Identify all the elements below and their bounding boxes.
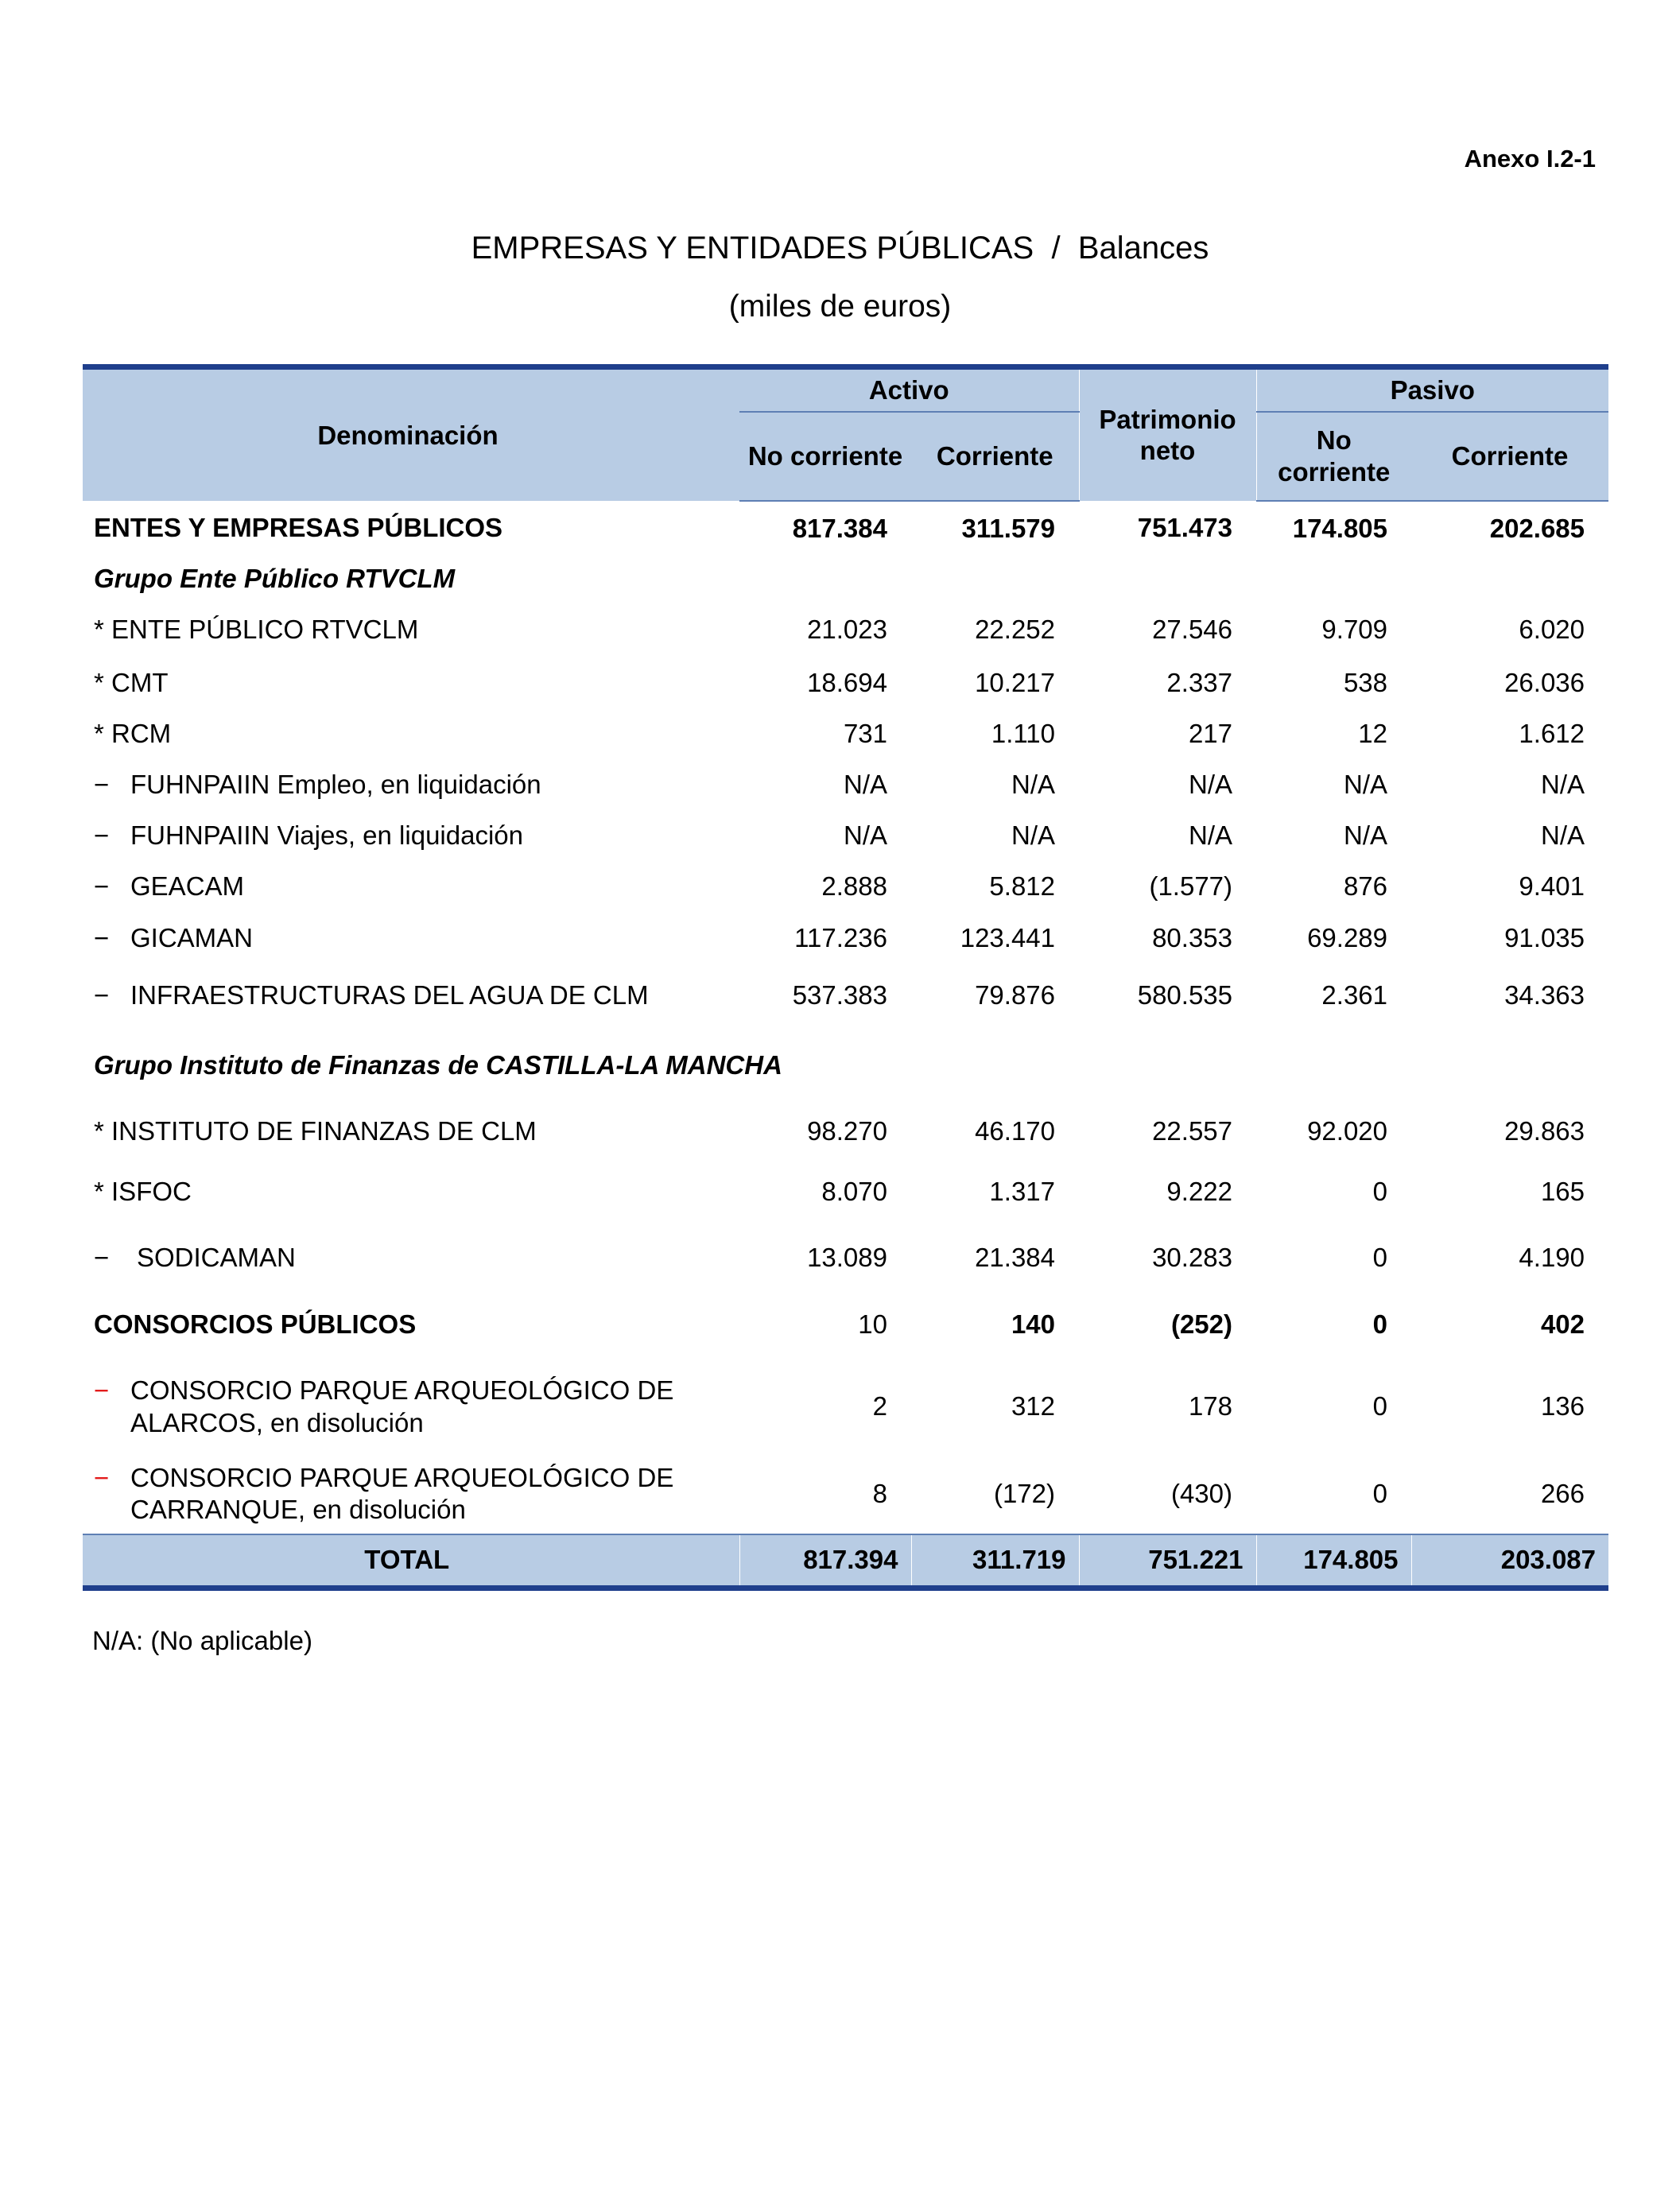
group-name: Grupo Ente Público RTVCLM — [94, 564, 456, 594]
row-name — [83, 913, 739, 965]
cell-pasivo-corriente: 29.863 — [1504, 1116, 1585, 1146]
cell-activo-no-corriente: 117.236 — [794, 923, 887, 953]
title-main: EMPRESAS Y ENTIDADES PÚBLICAS — [471, 231, 1034, 266]
cell-pasivo-corriente: 34.363 — [1504, 980, 1585, 1010]
row-prefix: * — [94, 615, 104, 645]
total-label: TOTAL — [83, 1534, 739, 1588]
cell-activo-no-corriente: 817.384 — [792, 513, 887, 543]
header-pasivo: Pasivo — [1256, 367, 1608, 412]
balances-table-container — [83, 364, 1608, 1591]
row-label: ENTE PÚBLICO RTVCLM — [111, 615, 419, 645]
row-prefix: − — [94, 770, 110, 800]
row-name — [83, 1359, 739, 1455]
cell-pasivo-no-corriente: N/A — [1344, 770, 1388, 800]
cell-pasivo-no-corriente: 538 — [1343, 668, 1388, 698]
row-name — [83, 862, 739, 913]
row-label: GEACAM — [130, 871, 245, 902]
cell-activo-no-corriente: 2.888 — [821, 871, 887, 902]
row-label: GICAMAN — [130, 923, 254, 953]
cell-pasivo-corriente: 402 — [1540, 1309, 1585, 1340]
header-pasivo-no-corriente: No corriente — [1256, 412, 1411, 501]
cell-pasivo-no-corriente: 69.289 — [1307, 923, 1388, 953]
table-row — [83, 709, 1608, 760]
cell-activo-corriente: (172) — [993, 1478, 1056, 1508]
row-name — [83, 965, 739, 1027]
cell-pasivo-no-corriente: N/A — [1344, 820, 1388, 851]
cell-pasivo-no-corriente: 9.709 — [1321, 615, 1388, 645]
row-label-line2: ALARCOS, en disolución — [130, 1407, 424, 1437]
cell-pasivo-corriente: 136 — [1540, 1391, 1585, 1422]
row-label: INFRAESTRUCTURAS DEL AGUA DE CLM — [130, 980, 649, 1010]
cell-pasivo-corriente: N/A — [1541, 820, 1585, 851]
row-name: CONSORCIOS PÚBLICOS — [94, 1309, 417, 1340]
cell-activo-corriente: 5.812 — [989, 871, 1056, 902]
row-name — [83, 658, 739, 709]
cell-patrimonio-neto: 178 — [1188, 1391, 1233, 1422]
cell-patrimonio-neto: 580.535 — [1137, 980, 1233, 1010]
cell-patrimonio-neto: (430) — [1170, 1478, 1233, 1508]
cell-activo-corriente: 1.317 — [989, 1177, 1056, 1207]
cell-activo-no-corriente: 10 — [858, 1309, 887, 1340]
table-header — [83, 367, 1608, 501]
table-row — [83, 862, 1608, 913]
cell-pasivo-no-corriente: 2.361 — [1321, 980, 1388, 1010]
table-row — [83, 811, 1608, 862]
cell-patrimonio-neto: (1.577) — [1149, 871, 1233, 902]
total-pasivo-no-corriente: 174.805 — [1256, 1534, 1411, 1588]
cell-activo-no-corriente: 8 — [872, 1478, 887, 1508]
row-label: SODICAMAN — [137, 1243, 296, 1273]
row-prefix: − — [94, 1375, 110, 1406]
row-name — [83, 1226, 739, 1291]
page-title — [0, 231, 1680, 266]
cell-activo-corriente: N/A — [1011, 770, 1056, 800]
cell-activo-no-corriente: N/A — [843, 770, 887, 800]
row-prefix: − — [94, 923, 110, 953]
cell-pasivo-no-corriente: 174.805 — [1292, 513, 1388, 543]
cell-activo-corriente: 46.170 — [975, 1116, 1056, 1146]
cell-activo-corriente: 312 — [1011, 1391, 1056, 1422]
row-prefix: − — [94, 1462, 110, 1492]
group-name: Grupo Instituto de Finanzas de CASTILLA-LA MANCHA — [94, 1050, 782, 1080]
cell-pasivo-corriente: 266 — [1540, 1478, 1585, 1508]
row-name: ENTES Y EMPRESAS PÚBLICOS — [94, 513, 503, 543]
row-label: FUHNPAIIN Empleo, en liquidación — [130, 770, 541, 800]
group-row — [83, 557, 1608, 603]
cell-patrimonio-neto: N/A — [1189, 770, 1233, 800]
table-body — [83, 501, 1608, 1588]
cell-patrimonio-neto: 751.473 — [1137, 513, 1233, 543]
cell-pasivo-corriente: 1.612 — [1519, 719, 1585, 749]
table-row — [83, 1105, 1608, 1159]
cell-activo-corriente: 22.252 — [975, 615, 1056, 645]
table-row — [83, 1359, 1608, 1455]
row-name — [83, 709, 739, 760]
group-row — [83, 1027, 1608, 1105]
table-row — [83, 1455, 1608, 1534]
cell-patrimonio-neto: 30.283 — [1152, 1243, 1233, 1273]
cell-pasivo-corriente: 6.020 — [1519, 615, 1585, 645]
total-activo-no-corriente: 817.394 — [739, 1534, 911, 1588]
cell-activo-no-corriente: 537.383 — [792, 980, 887, 1010]
cell-patrimonio-neto: (252) — [1170, 1309, 1233, 1340]
cell-patrimonio-neto: N/A — [1189, 820, 1233, 851]
row-label: ISFOC — [111, 1177, 192, 1207]
table-row — [83, 1226, 1608, 1291]
cell-pasivo-corriente: 202.685 — [1489, 513, 1585, 543]
group-row-empty — [1079, 1027, 1608, 1105]
row-name — [83, 1159, 739, 1226]
row-name — [83, 811, 739, 862]
header-activo: Activo — [739, 367, 1079, 412]
total-patrimonio-neto: 751.221 — [1079, 1534, 1256, 1588]
cell-patrimonio-neto: 217 — [1188, 719, 1233, 749]
cell-activo-corriente: 79.876 — [975, 980, 1056, 1010]
row-label: INSTITUTO DE FINANZAS DE CLM — [111, 1116, 537, 1146]
balances-table — [83, 364, 1608, 1591]
cell-activo-no-corriente: N/A — [843, 820, 887, 851]
table-row — [83, 658, 1608, 709]
total-pasivo-corriente: 203.087 — [1411, 1534, 1608, 1588]
row-prefix: * — [94, 1177, 104, 1207]
table-row — [83, 1291, 1608, 1359]
cell-pasivo-no-corriente: 0 — [1372, 1309, 1388, 1340]
cell-pasivo-no-corriente: 92.020 — [1307, 1116, 1388, 1146]
total-activo-corriente: 311.719 — [911, 1534, 1079, 1588]
cell-activo-corriente: 21.384 — [975, 1243, 1056, 1273]
cell-pasivo-corriente: 91.035 — [1504, 923, 1585, 953]
table-row — [83, 965, 1608, 1027]
row-name — [83, 1455, 739, 1534]
header-patrimonio-neto: Patrimonio neto — [1079, 367, 1256, 501]
title-suffix: Balances — [1077, 231, 1209, 266]
cell-activo-no-corriente: 21.023 — [807, 615, 887, 645]
cell-pasivo-corriente: 26.036 — [1504, 668, 1585, 698]
total-row — [83, 1534, 1608, 1588]
table-row — [83, 760, 1608, 811]
table-row — [83, 1159, 1608, 1226]
title-separator: / — [1051, 231, 1061, 266]
cell-activo-corriente: 140 — [1011, 1309, 1056, 1340]
cell-activo-corriente: 311.579 — [961, 513, 1056, 543]
header-activo-corriente: Corriente — [911, 412, 1079, 501]
cell-patrimonio-neto: 80.353 — [1152, 923, 1233, 953]
row-label-line1: CONSORCIO PARQUE ARQUEOLÓGICO DE — [130, 1462, 674, 1492]
cell-pasivo-corriente: N/A — [1541, 770, 1585, 800]
row-label-line2: CARRANQUE, en disolución — [130, 1495, 466, 1525]
row-name — [83, 1105, 739, 1159]
cell-pasivo-corriente: 165 — [1540, 1177, 1585, 1207]
row-prefix: − — [94, 871, 110, 902]
table-row — [83, 913, 1608, 965]
row-label: RCM — [111, 719, 172, 749]
cell-activo-no-corriente: 8.070 — [821, 1177, 887, 1207]
cell-patrimonio-neto: 9.222 — [1166, 1177, 1233, 1207]
row-label-line1: CONSORCIO PARQUE ARQUEOLÓGICO DE — [130, 1375, 674, 1406]
cell-activo-corriente: N/A — [1011, 820, 1056, 851]
cell-pasivo-corriente: 4.190 — [1519, 1243, 1585, 1273]
page-subtitle: (miles de euros) — [728, 289, 952, 324]
footnote: N/A: (No aplicable) — [92, 1626, 312, 1655]
row-prefix: − — [94, 1243, 110, 1273]
cell-activo-no-corriente: 731 — [843, 719, 887, 749]
cell-patrimonio-neto: 27.546 — [1152, 615, 1233, 645]
cell-pasivo-no-corriente: 0 — [1372, 1391, 1388, 1422]
cell-patrimonio-neto: 22.557 — [1152, 1116, 1233, 1146]
header-pasivo-corriente: Corriente — [1411, 412, 1608, 501]
cell-pasivo-no-corriente: 0 — [1372, 1177, 1388, 1207]
annex-label: Anexo I.2-1 — [1464, 145, 1596, 173]
cell-patrimonio-neto: 2.337 — [1166, 668, 1233, 698]
cell-activo-corriente: 10.217 — [975, 668, 1056, 698]
table-row — [83, 603, 1608, 658]
cell-pasivo-no-corriente: 876 — [1343, 871, 1388, 902]
cell-pasivo-corriente: 9.401 — [1519, 871, 1585, 902]
row-name — [83, 603, 739, 658]
cell-activo-corriente: 1.110 — [991, 719, 1056, 749]
row-prefix: − — [94, 980, 110, 1010]
cell-activo-corriente: 123.441 — [960, 923, 1056, 953]
cell-pasivo-no-corriente: 0 — [1372, 1243, 1388, 1273]
cell-activo-no-corriente: 13.089 — [807, 1243, 887, 1273]
cell-activo-no-corriente: 18.694 — [807, 668, 887, 698]
row-label: FUHNPAIIN Viajes, en liquidación — [130, 820, 524, 851]
row-name — [83, 760, 739, 811]
row-prefix: * — [94, 668, 104, 698]
cell-activo-no-corriente: 98.270 — [807, 1116, 887, 1146]
row-prefix: * — [94, 1116, 104, 1146]
table-row — [83, 501, 1608, 557]
header-denominacion: Denominación — [83, 367, 739, 501]
row-label: CMT — [111, 668, 169, 698]
row-prefix: − — [94, 820, 110, 851]
cell-pasivo-no-corriente: 0 — [1372, 1478, 1388, 1508]
row-prefix: * — [94, 719, 104, 749]
cell-activo-no-corriente: 2 — [872, 1391, 887, 1422]
cell-pasivo-no-corriente: 12 — [1358, 719, 1388, 749]
header-activo-no-corriente: No corriente — [739, 412, 911, 501]
